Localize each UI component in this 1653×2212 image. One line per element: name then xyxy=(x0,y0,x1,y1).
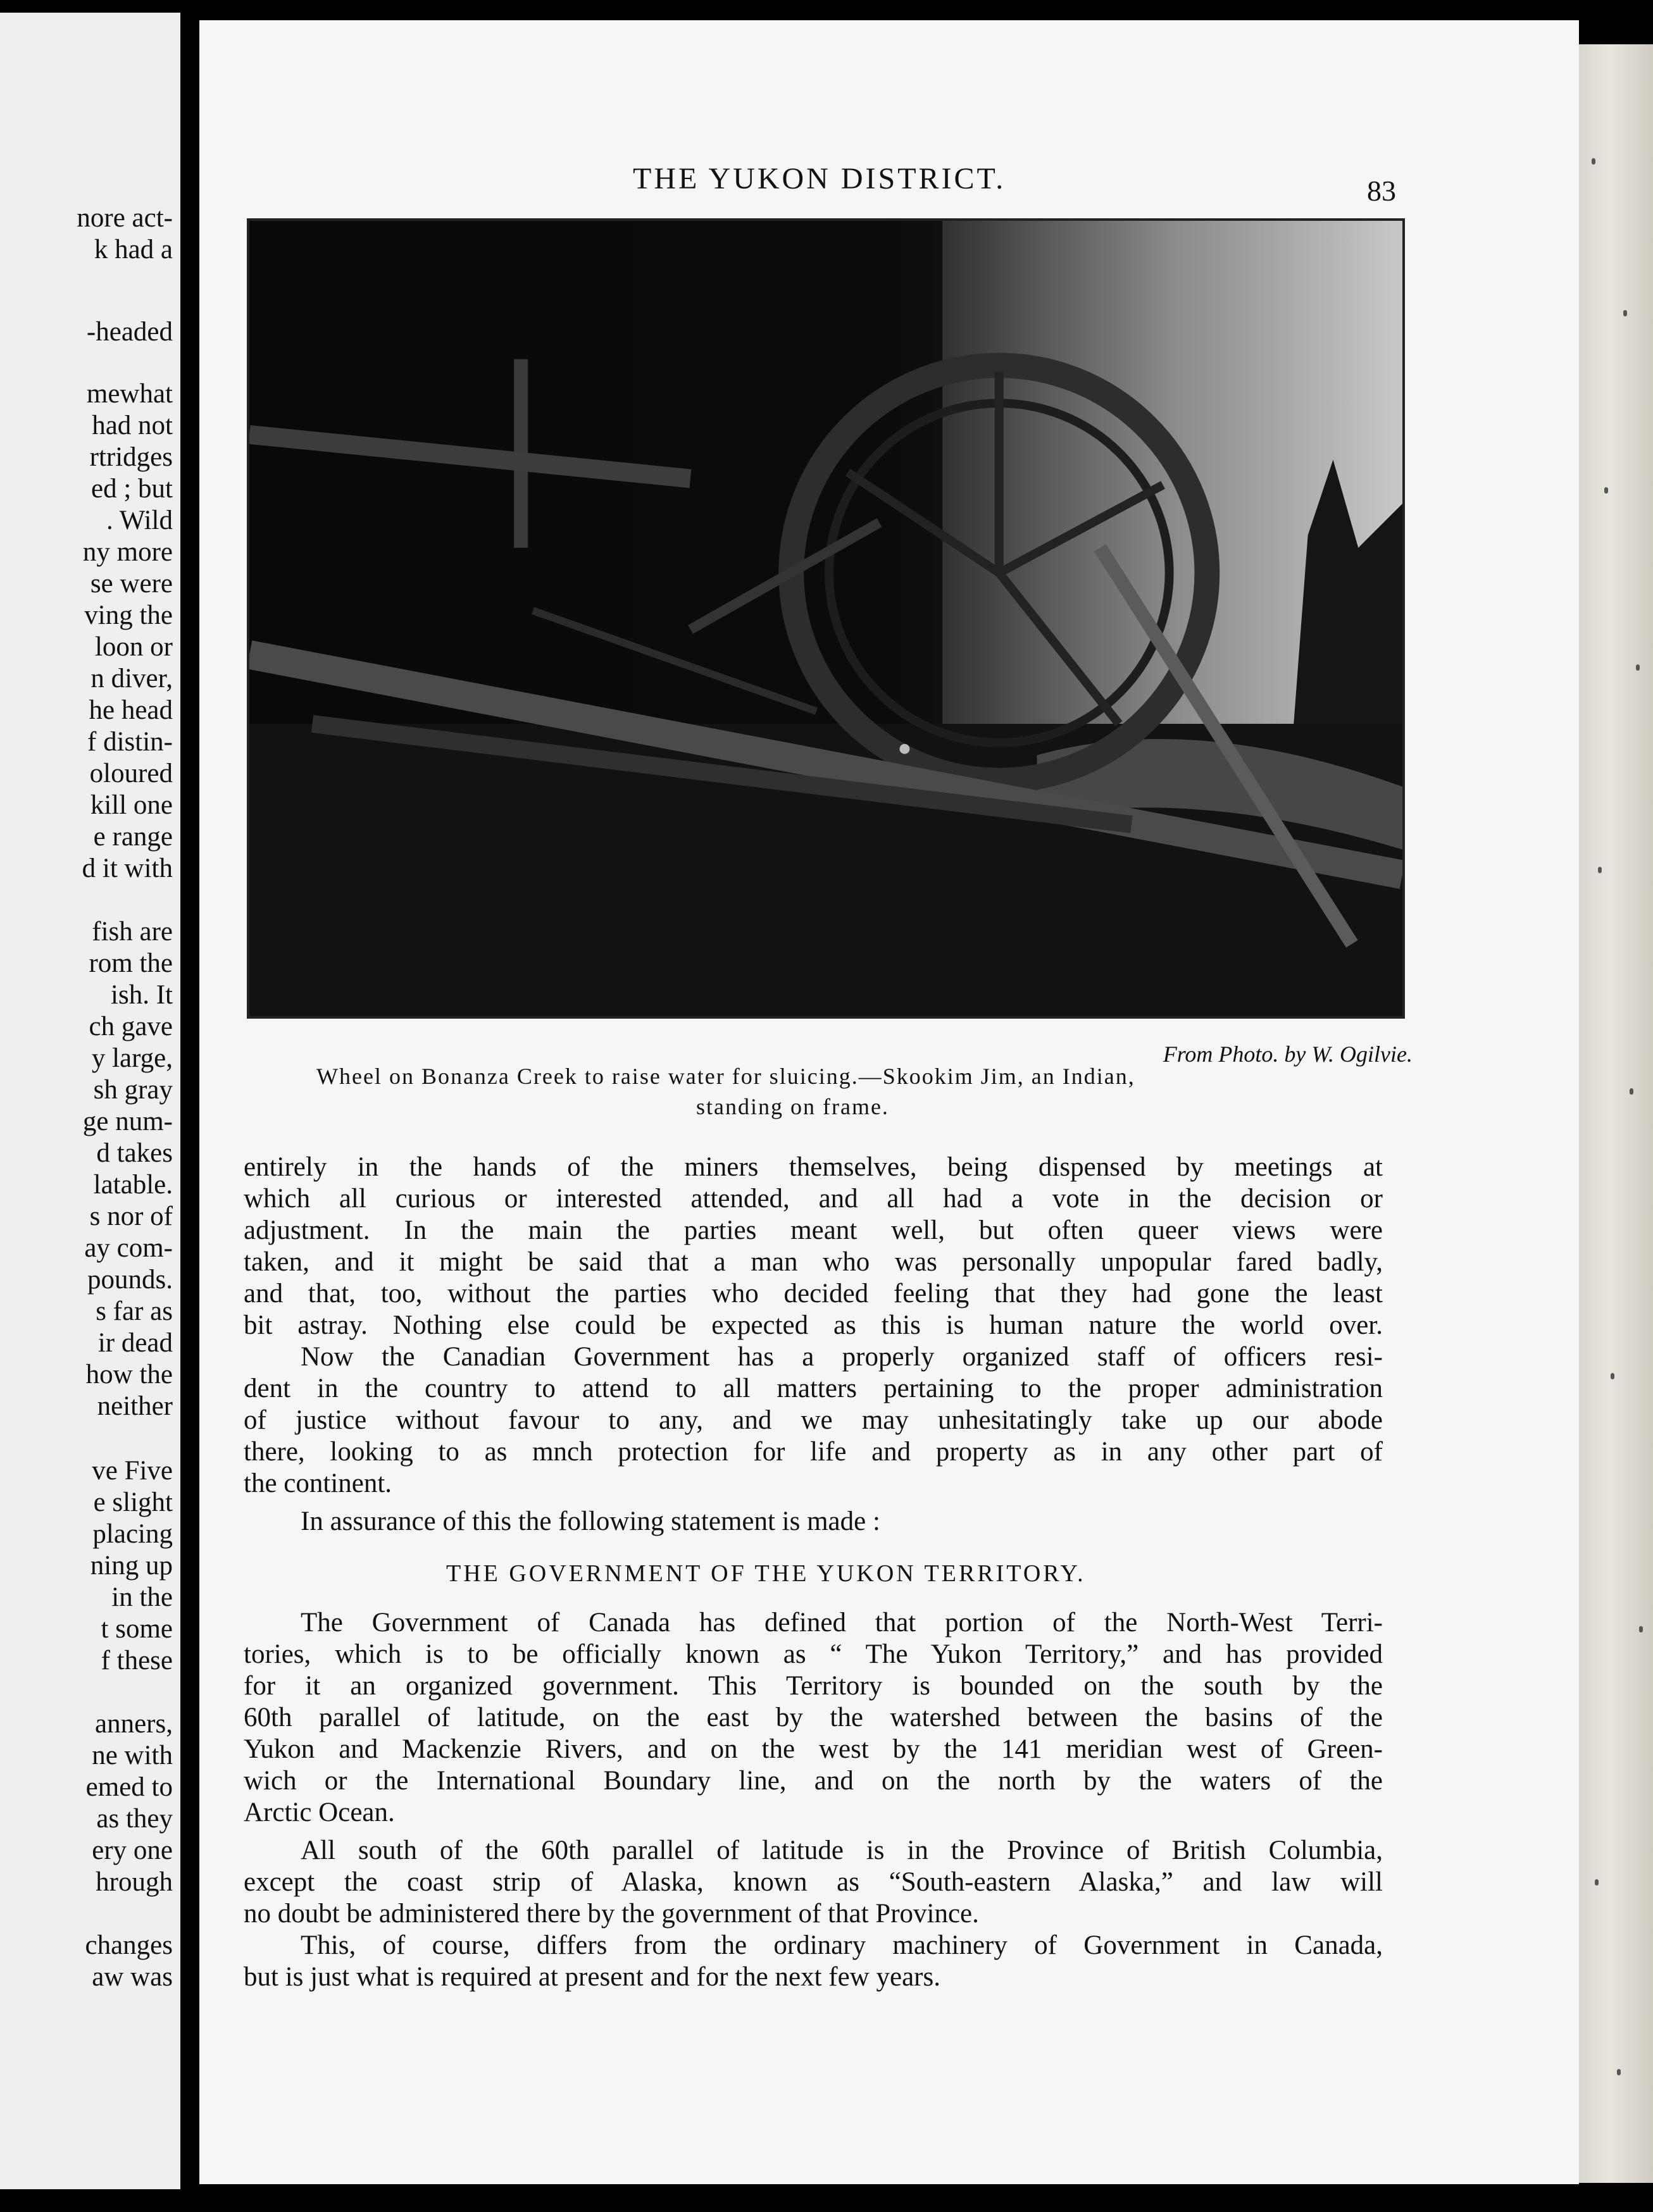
body-text-line: adjustment. In the main the parties meant well, but often queer views were xyxy=(244,1215,1383,1245)
body-text-line: dent in the country to attend to all matters pertaining to the proper administration xyxy=(244,1374,1383,1403)
body-text-line: for it an organized government. This Territory is bounded on the south by the xyxy=(244,1671,1383,1701)
left-page-line: emed to xyxy=(85,1772,173,1802)
left-page-line: ish. It xyxy=(111,980,173,1010)
left-page-line: anners, xyxy=(95,1709,173,1739)
left-page-line: n diver, xyxy=(90,664,173,693)
left-page-line: d it with xyxy=(82,854,173,883)
body-text-line: In assurance of this the following statement is made : xyxy=(301,1507,880,1536)
left-page-line: nore act- xyxy=(77,203,173,233)
body-text-line: the continent. xyxy=(244,1469,392,1498)
left-page-line: e slight xyxy=(93,1488,173,1517)
left-page-line: ning up xyxy=(90,1551,173,1581)
left-page-line: s far as xyxy=(96,1296,173,1326)
left-page-line: sh gray xyxy=(93,1075,173,1105)
left-page-line: t some xyxy=(101,1614,173,1644)
left-page-line: s nor of xyxy=(89,1202,173,1231)
left-page-line: ving the xyxy=(84,600,173,630)
left-page-line: he head xyxy=(89,695,173,725)
body-text-line: Yukon and Mackenzie Rivers, and on the west by the 141 meridian west of Green- xyxy=(244,1734,1383,1764)
left-page-line: ny more xyxy=(82,537,173,567)
left-facing-page xyxy=(0,13,180,2189)
left-page-line: hrough xyxy=(96,1867,173,1897)
left-page-line: . Wild xyxy=(106,506,173,535)
body-text-line: taken, and it might be said that a man who was personally unpopular fared badly, xyxy=(244,1247,1383,1277)
left-page-line: -headed xyxy=(86,317,173,347)
body-text-line: entirely in the hands of the miners themselves, being dispensed by meetings at xyxy=(244,1152,1383,1182)
left-page-line: ay com- xyxy=(84,1233,173,1263)
left-page-line: d takes xyxy=(96,1138,173,1168)
left-page-line: k had a xyxy=(94,235,173,264)
body-text-line: of justice without favour to any, and we may unhesitatingly take up our abode xyxy=(244,1405,1383,1435)
photo-credit: From Photo. by W. Ogilvie. xyxy=(1163,1041,1413,1067)
body-text-line: wich or the International Boundary line, and on the north by the waters of the xyxy=(244,1766,1383,1796)
left-page-line: neither xyxy=(97,1391,173,1421)
left-page-line: ery one xyxy=(92,1836,173,1865)
left-page-line: ge num- xyxy=(82,1107,173,1136)
body-text-line: and that, too, without the parties who decided feeling that they had gone the least xyxy=(244,1279,1383,1308)
body-text-line: no doubt be administered there by the government of that Province. xyxy=(244,1899,979,1929)
left-page-line: f distin- xyxy=(87,727,173,757)
body-text-line: except the coast strip of Alaska, known as “South-eastern Alaska,” and law will xyxy=(244,1867,1383,1897)
left-page-line: rom the xyxy=(89,948,173,978)
left-page-line: mewhat xyxy=(86,379,173,409)
body-text-line: 60th parallel of latitude, on the east by the watershed between the basins of the xyxy=(244,1703,1383,1732)
left-page-line: oloured xyxy=(89,759,173,788)
left-page-line: latable. xyxy=(93,1170,173,1200)
figure-caption-line: Wheel on Bonanza Creek to raise water for sluicing.—Skookim Jim, an Indian, xyxy=(316,1064,1135,1089)
left-page-line: ch gave xyxy=(89,1012,173,1041)
left-page-line: ve Five xyxy=(92,1456,173,1486)
page-edge xyxy=(1579,44,1653,2183)
running-header: THE YUKON DISTRICT. xyxy=(633,162,1006,196)
left-page-line: had not xyxy=(92,411,173,440)
halftone-photograph xyxy=(247,218,1405,1019)
body-text-line: but is just what is required at present and for the next few years. xyxy=(244,1962,940,1992)
left-page-line: se were xyxy=(90,569,173,599)
body-text-line: tories, which is to be officially known as “ The Yukon Territory,” and has provided xyxy=(244,1639,1383,1669)
left-page-line: y large, xyxy=(91,1043,173,1073)
left-page-line: e range xyxy=(93,822,173,852)
body-text-line: which all curious or interested attended, and all had a vote in the decision or xyxy=(244,1184,1383,1214)
left-page-line: ne with xyxy=(92,1741,173,1770)
left-page-line: ed ; but xyxy=(91,474,173,504)
body-text-line: Arctic Ocean. xyxy=(244,1798,395,1827)
body-text-line: Now the Canadian Government has a properly organized staff of officers resi- xyxy=(301,1342,1383,1372)
photo-illustration xyxy=(249,221,1402,1016)
left-page-line: as they xyxy=(96,1804,173,1834)
left-page-line: loon or xyxy=(94,632,173,662)
page-number: 83 xyxy=(1367,175,1396,207)
left-page-line: how the xyxy=(85,1360,173,1389)
body-text-line: there, looking to as mnch protection for life and property as in any other part of xyxy=(244,1437,1383,1467)
left-page-line: ir dead xyxy=(97,1328,173,1358)
figure-caption-line: standing on frame. xyxy=(696,1094,889,1119)
body-text-line: All south of the 60th parallel of latitude is in the Province of British Columbia, xyxy=(301,1836,1383,1865)
left-page-line: pounds. xyxy=(87,1265,173,1295)
left-page-line: rtridges xyxy=(89,442,173,472)
section-heading: THE GOVERNMENT OF THE YUKON TERRITORY. xyxy=(446,1560,1086,1587)
left-page-line: aw was xyxy=(92,1962,173,1992)
body-text-line: This, of course, differs from the ordinary machinery of Government in Canada, xyxy=(301,1930,1383,1960)
body-text-line: The Government of Canada has defined that portion of the North-West Terri- xyxy=(301,1608,1383,1637)
body-text-line: bit astray. Nothing else could be expected as this is human nature the world over. xyxy=(244,1310,1383,1340)
left-page-line: kill one xyxy=(90,790,173,820)
left-page-line: f these xyxy=(101,1646,173,1675)
left-page-line: placing xyxy=(92,1519,173,1549)
left-page-line: in the xyxy=(111,1582,173,1612)
left-page-line: changes xyxy=(85,1930,173,1960)
left-page-line: fish are xyxy=(92,917,173,947)
